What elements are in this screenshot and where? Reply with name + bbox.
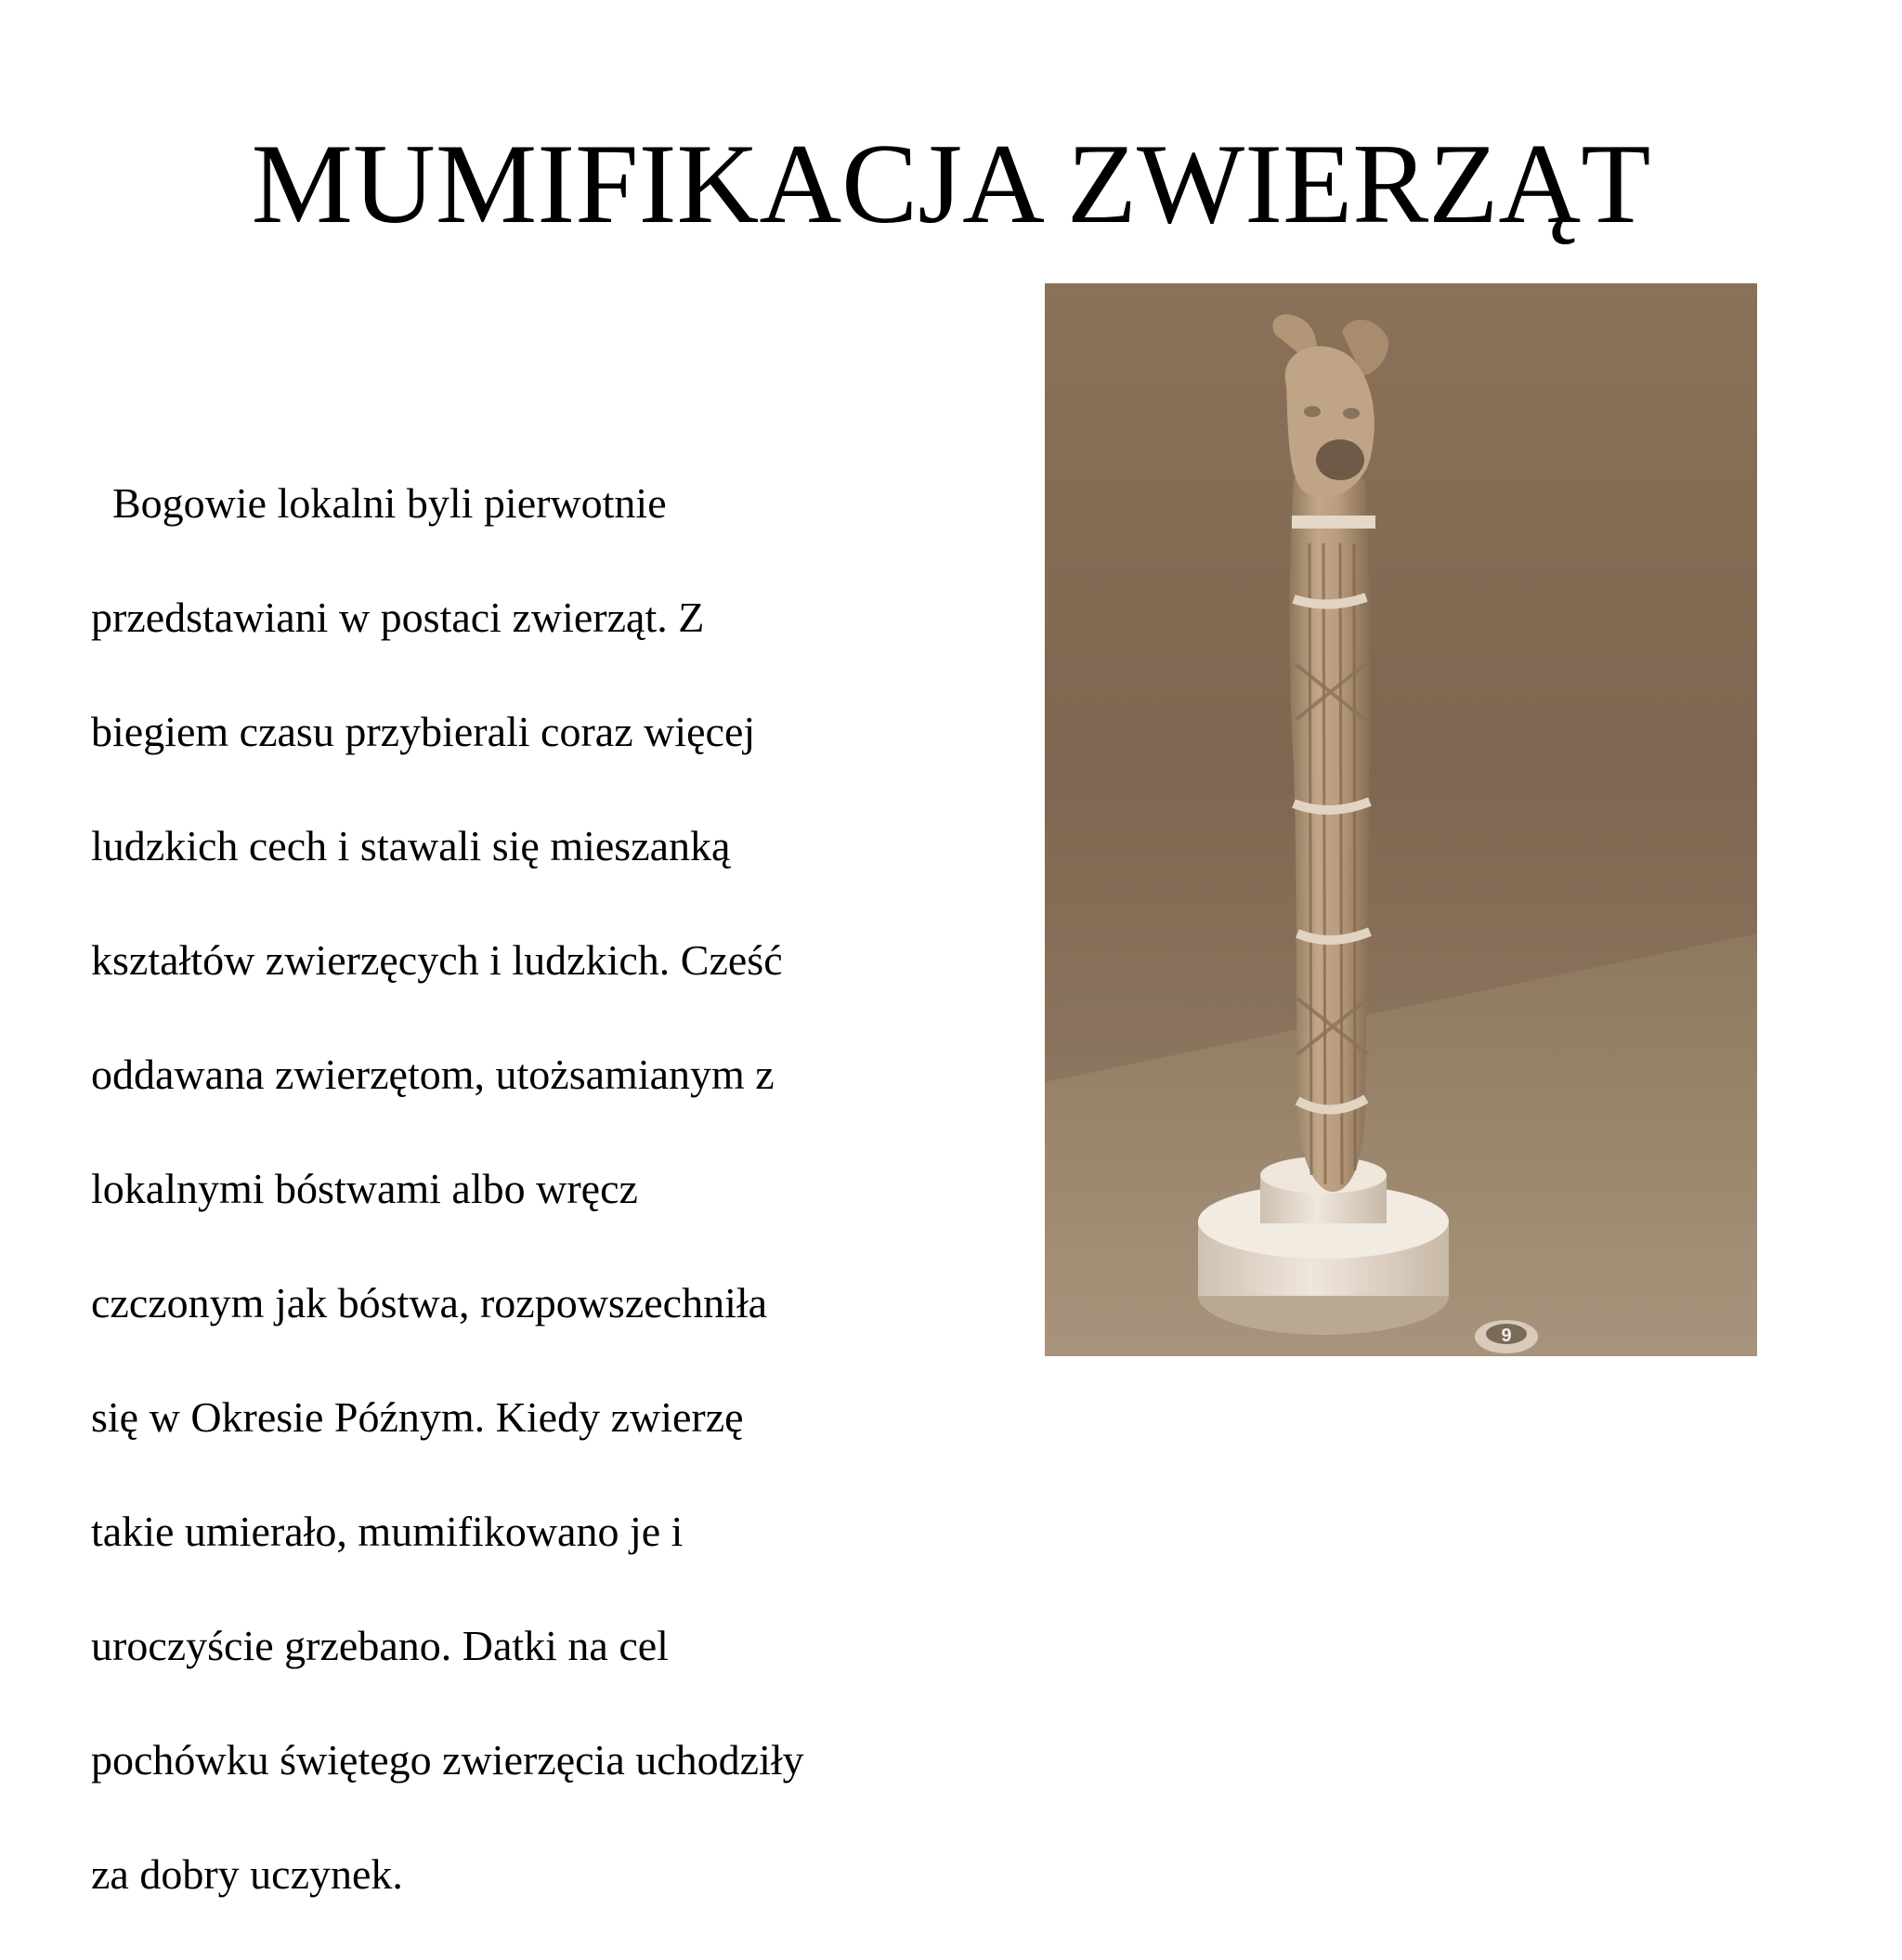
body-line: się w Okresie Późnym. Kiedy zwierzę <box>91 1392 744 1441</box>
body-line: czczonym jak bóstwa, rozpowszechniła <box>91 1278 768 1326</box>
animal-mummy-photo <box>1045 283 1757 1356</box>
museum-label-tag <box>1475 1320 1538 1353</box>
body-line: biegiem czasu przybierali coraz więcej <box>91 707 756 755</box>
body-line: za dobry uczynek. <box>91 1849 403 1898</box>
body-line: pochówku świętego zwierzęcia uchodziły <box>91 1735 804 1784</box>
body-line: uroczyście grzebano. Datki na cel <box>91 1621 669 1669</box>
body-line: Bogowie lokalni byli pierwotnie <box>91 478 667 527</box>
museum-label-number: 9 <box>1501 1326 1512 1346</box>
body-line: takie umierało, mumifikowano je i <box>91 1507 684 1555</box>
animal-mummy-illustration <box>1045 283 1757 1356</box>
body-line: lokalnymi bóstwami albo wręcz <box>91 1164 638 1212</box>
slide-body-text <box>91 417 927 1960</box>
mummy-head <box>1273 314 1389 529</box>
body-line: przedstawiani w postaci zwierząt. Z <box>91 593 705 641</box>
body-line: oddawana zwierzętom, utożsamianym z <box>91 1050 775 1098</box>
slide-title: MUMIFIKACJA ZWIERZĄT <box>251 120 1651 247</box>
mummy-body <box>1290 478 1371 1192</box>
body-line: kształtów zwierzęcych i ludzkich. Cześć <box>91 935 783 984</box>
body-line: ludzkich cech i stawali się mieszanką <box>91 821 731 869</box>
